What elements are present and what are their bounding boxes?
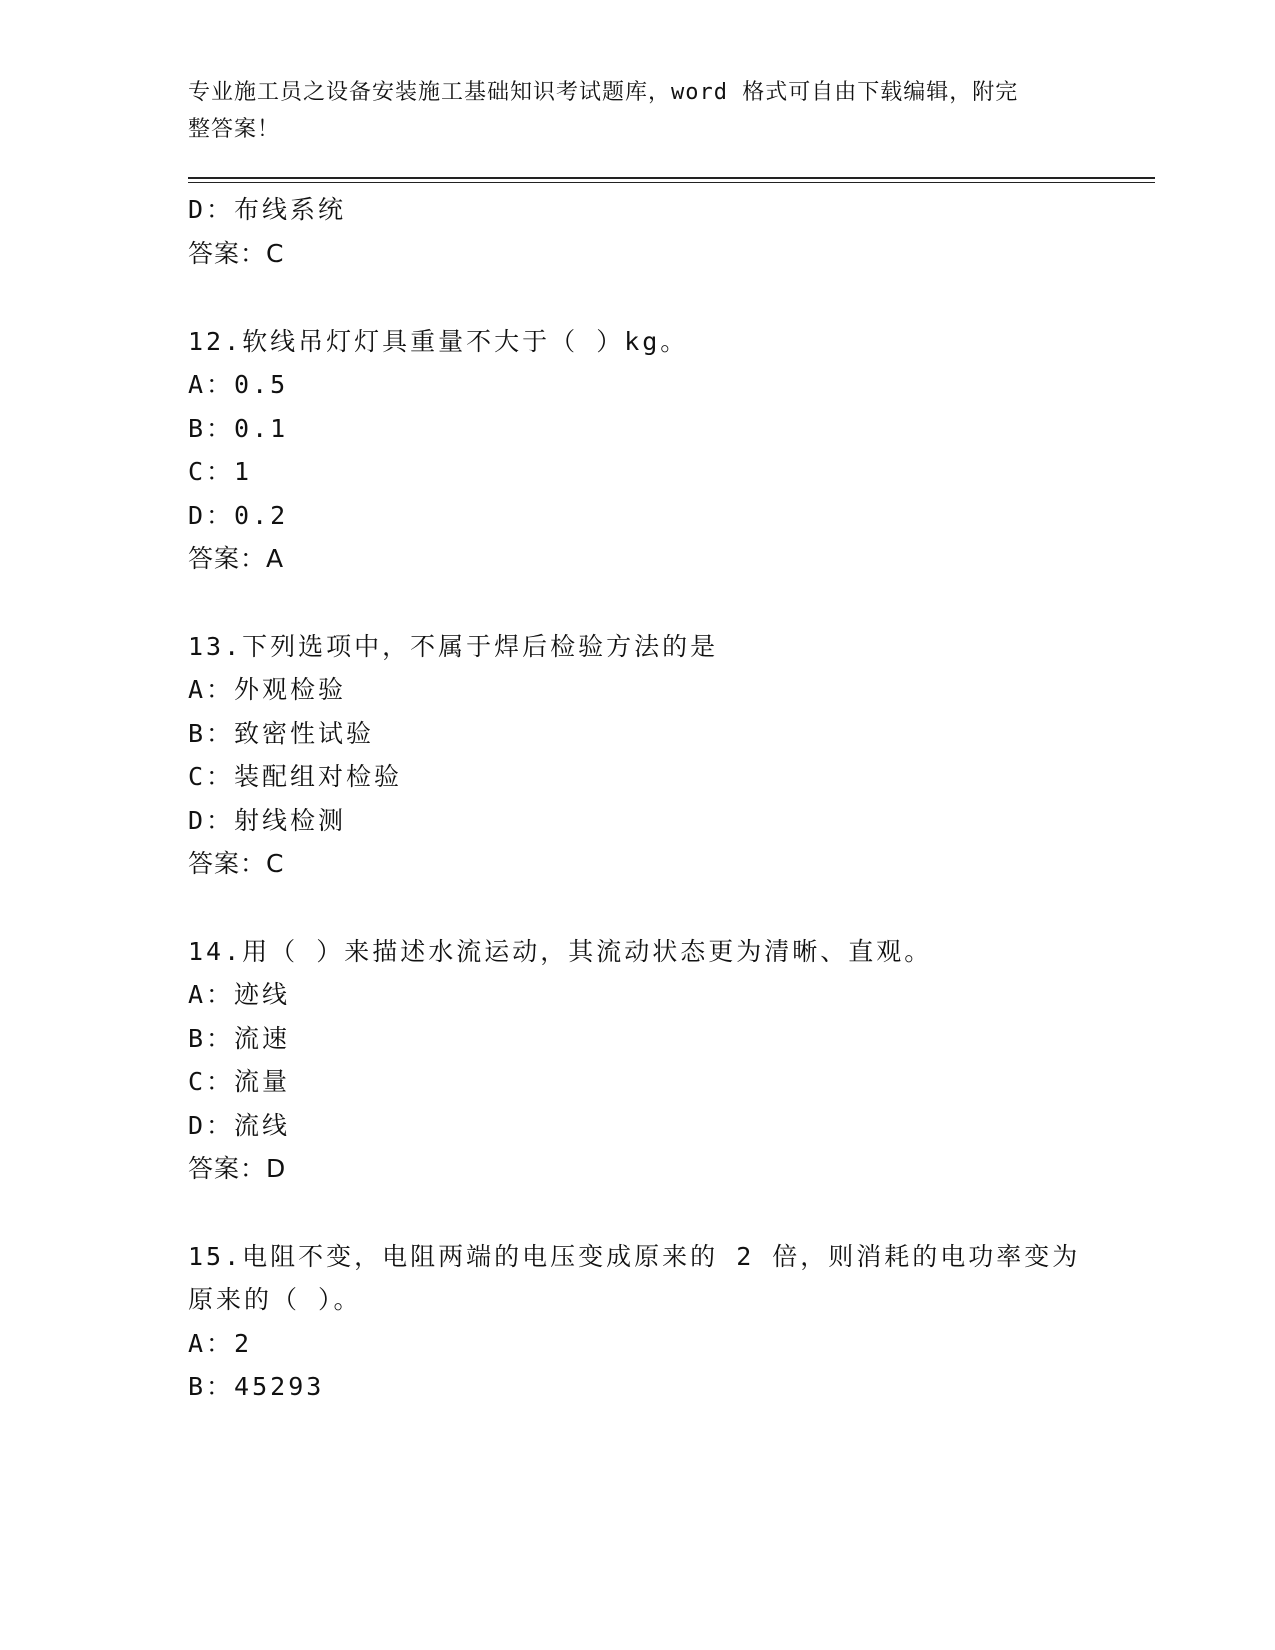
prev-answer: 答案：C — [188, 239, 285, 268]
q12-option-d: D：0.2 — [188, 501, 289, 530]
q15-option-a: A：2 — [188, 1329, 253, 1358]
q15-option-b: B：45293 — [188, 1372, 325, 1401]
question-15-line-2: 原来的（ ）。 — [188, 1285, 362, 1314]
question-14: 14.用（ ）来描述水流运动，其流动状态更为清晰、直观。 — [188, 937, 933, 966]
header-line-2: 整答案！ — [188, 117, 281, 142]
header-rule-thick — [188, 177, 1155, 179]
q12-option-c: C：1 — [188, 457, 253, 486]
q14-option-c: C：流量 — [188, 1067, 291, 1096]
header-rule-thin — [188, 182, 1155, 183]
question-15-line-1: 15.电阻不变，电阻两端的电压变成原来的 2 倍，则消耗的电功率变为 — [188, 1242, 1081, 1271]
q12-option-a: A：0.5 — [188, 370, 289, 399]
prev-option-d: D：布线系统 — [188, 195, 347, 224]
question-13: 13.下列选项中，不属于焊后检验方法的是 — [188, 632, 719, 661]
q12-option-b: B：0.1 — [188, 414, 289, 443]
q13-option-a: A：外观检验 — [188, 675, 347, 704]
q14-option-b: B：流速 — [188, 1024, 291, 1053]
question-12: 12.软线吊灯灯具重量不大于（ ）kg。 — [188, 327, 689, 356]
q12-answer: 答案：A — [188, 544, 285, 573]
q13-option-c: C：装配组对检验 — [188, 762, 403, 791]
q13-option-b: B：致密性试验 — [188, 719, 375, 748]
q14-option-a: A：迹线 — [188, 980, 291, 1009]
document-header — [188, 74, 1088, 148]
q13-option-d: D：射线检测 — [188, 806, 347, 835]
q13-answer: 答案：C — [188, 849, 285, 878]
header-line-1: 专业施工员之设备安装施工基础知识考试题库，word 格式可自由下载编辑，附完 — [188, 80, 1019, 105]
q14-answer: 答案：D — [188, 1154, 287, 1183]
q14-option-d: D：流线 — [188, 1111, 291, 1140]
